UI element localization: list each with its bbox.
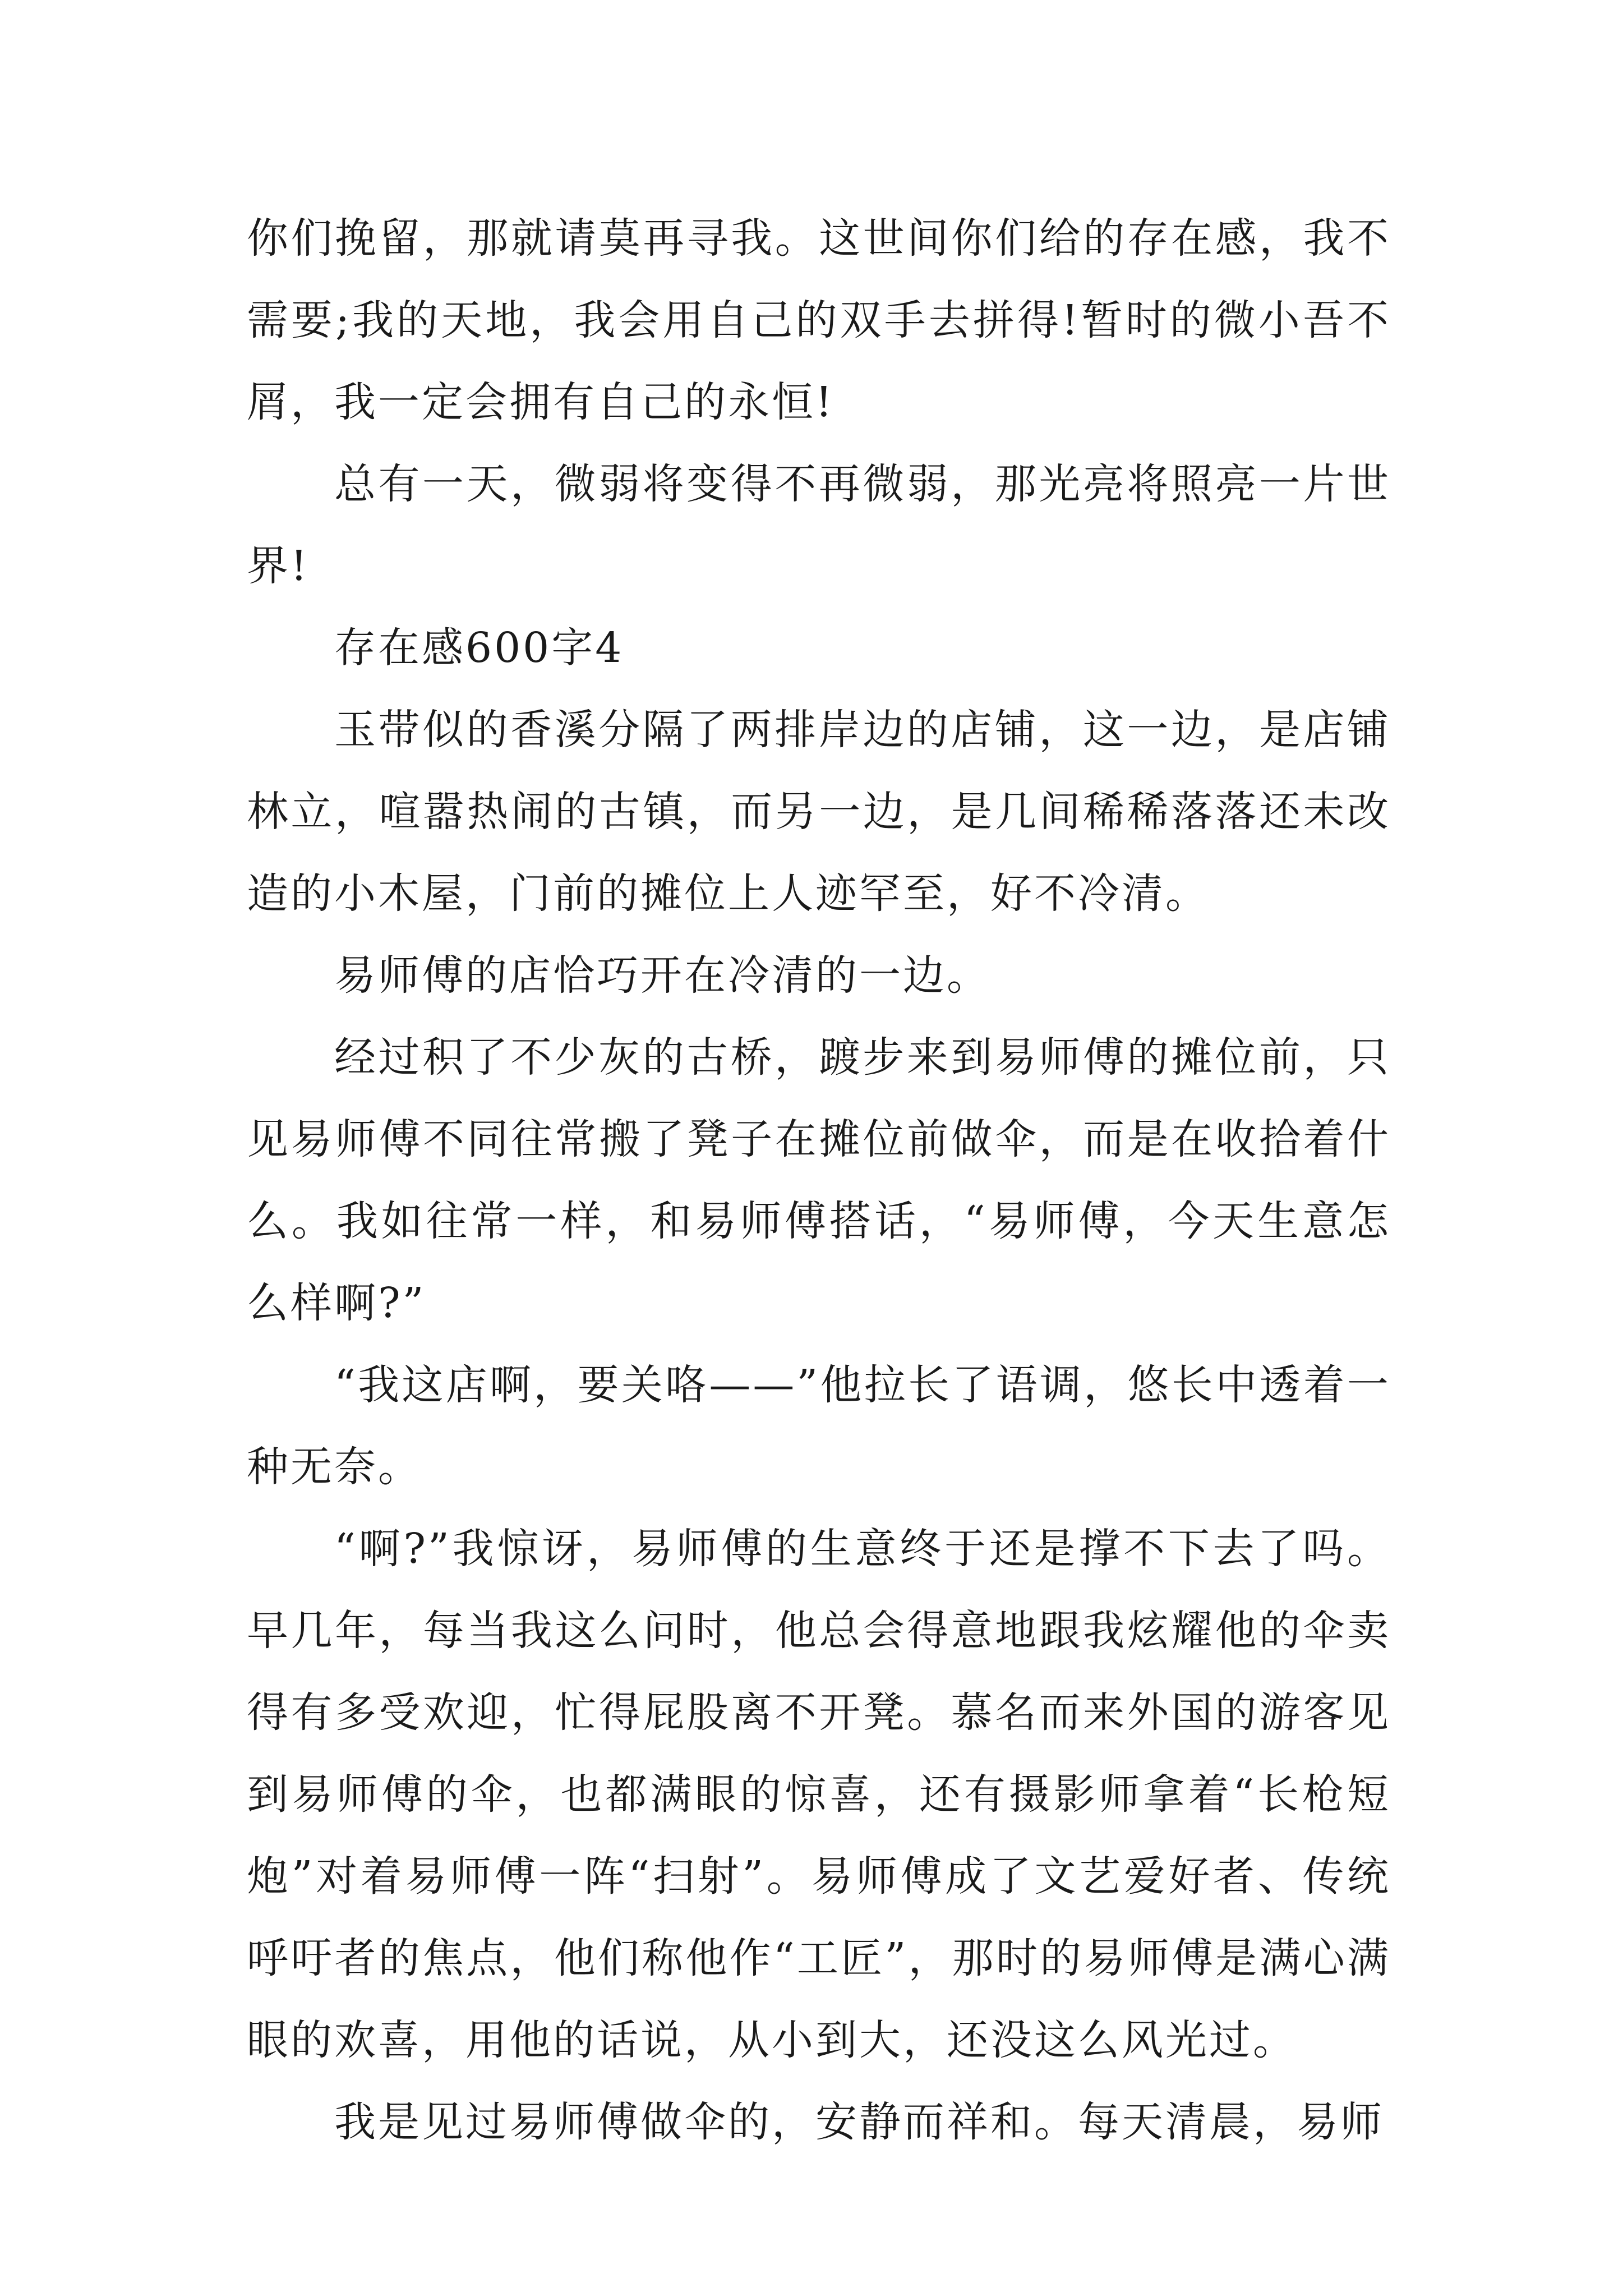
paragraph-xiangxi-river: 玉带似的香溪分隔了两排岸边的店铺，这一边，是店铺林立，喧嚣热闹的古镇，而另一边，是几间稀稀落落还未改造的小木屋，门前的摊位上人迹罕至，好不冷清。 bbox=[247, 706, 1391, 918]
paragraph-shop-location: 易师傅的店恰巧开在冷清的一边。 bbox=[334, 951, 990, 1000]
paragraph-surprise: “啊?”我惊讶，易师傅的生意终于还是撑不下去了吗。早几年，每当我这么问时，他总会得意地跟我炫耀他的伞卖得有多受欢迎，忙得屁股离不开凳。慕名而来外国的游客见到易师傅的伞，也都满眼的惊喜，还有摄影师拿着“长枪短炮”对着易师傅一阵“扫射”。易师傅成了文艺爱好者、传统呼吁者的焦点，他们称他作“工匠”，那时的易师傅是满心满眼的欢喜，用他的话说，从小到大，还没这么风光过。 bbox=[247, 1525, 1391, 2064]
paragraph-umbrella-making: 我是见过易师傅做伞的，安静而祥和。每天清晨，易师 bbox=[334, 2098, 1384, 2146]
section-heading: 存在感600字4 bbox=[334, 624, 624, 672]
paragraph-someday: 总有一天，微弱将变得不再微弱，那光亮将照亮一片世界! bbox=[247, 460, 1391, 590]
document-body bbox=[247, 197, 1391, 2163]
paragraph-continuation: 你们挽留，那就请莫再寻我。这世间你们给的存在感，我不需要;我的天地，我会用自己的双手去拼得!暂时的微小吾不屑，我一定会拥有自己的永恒! bbox=[247, 214, 1391, 426]
paragraph-closing-shop: “我这店啊，要关咯——”他拉长了语调，悠长中透着一种无奈。 bbox=[247, 1361, 1391, 1491]
paragraph-old-bridge: 经过积了不少灰的古桥，踱步来到易师傅的摊位前，只见易师傅不同往常搬了凳子在摊位前做伞，而是在收拾着什么。我如往常一样，和易师傅搭话，“易师傅，今天生意怎么样啊?” bbox=[247, 1033, 1391, 1327]
